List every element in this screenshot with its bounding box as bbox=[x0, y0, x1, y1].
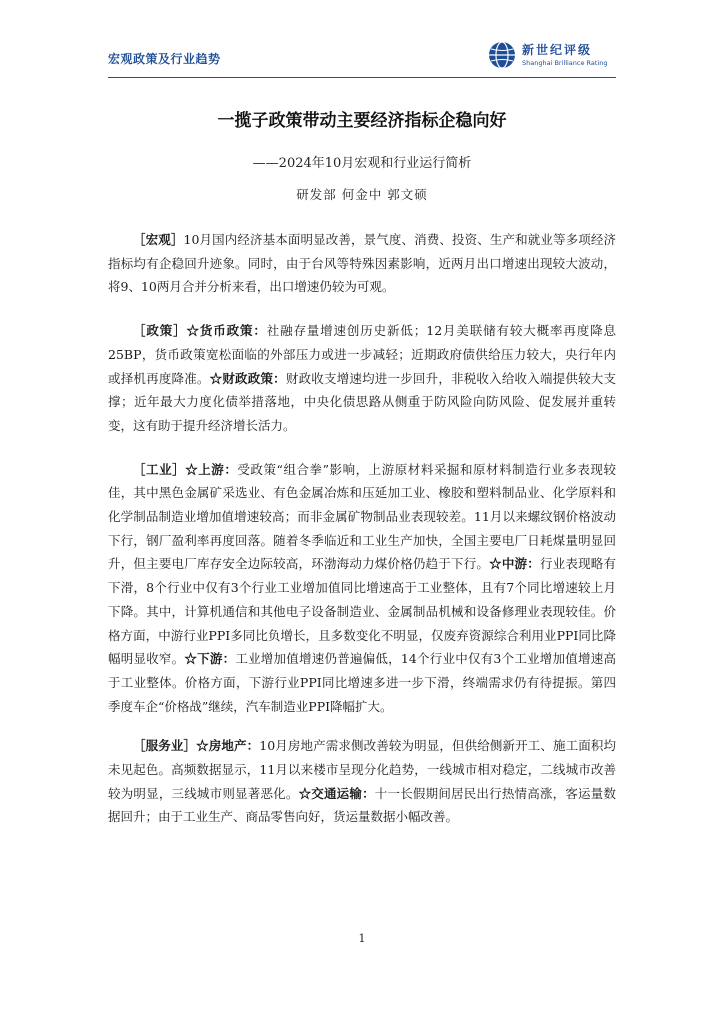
fiscal-policy-text: 财政收支增速均进一步回升，非税收入给收入端提供较大支撑；近年最大力度化债举措落地，中央化债思路从侧重于防风险向防风险、促发展并重转变，这有助于提升经济增长活力。 bbox=[108, 370, 616, 433]
upstream-text: 受政策“组合拳”影响，上游原材料采掘和原材料制造行业多表现较佳，其中黑色金属矿采选业、有色金属冶炼和压延加工业、橡胶和塑料制品业、化学原料和化学制品制造业增加值增速较高；而非金属矿物制品业表现较差。11月以来螺纹钢价格波动下行，钢厂盈利率再度回落。随着冬季临近和工业生产加快，全国主要电厂日耗煤量明显回升，但主要电厂库存安全边际较高，环渤海动力煤价格仍趋于下行。 bbox=[108, 461, 616, 572]
policy-tag: ［政策］ bbox=[133, 323, 187, 339]
services-tag: ［服务业］ bbox=[133, 738, 197, 754]
policy-paragraph bbox=[108, 319, 616, 438]
page-number: 1 bbox=[358, 932, 366, 945]
services-paragraph bbox=[108, 734, 616, 829]
real-estate-label: ☆房地产： bbox=[196, 738, 260, 754]
header-divider bbox=[108, 77, 616, 78]
monetary-policy-text: 社融存量增速创历史新低；12月美联储有较大概率再度降息25BP，货币政策宽松面临的外部压力或进一步减轻；近期政府债供给压力较大，央行年内或择机再度降准。 bbox=[108, 323, 616, 386]
brand-logo bbox=[488, 40, 616, 72]
document-authors: 研发部 何金中 郭文硕 bbox=[296, 187, 428, 202]
downstream-label: ☆下游： bbox=[184, 651, 236, 667]
industry-tag: ［工业］ bbox=[133, 461, 186, 477]
downstream-text: 工业增加值增速仍普遍偏低，14个行业中仅有3个工业增加值增速高于工业整体。价格方面，下游行业PPI同比增速多进一步下滑，终端需求仍有待提振。第四季度车企“价格战”继续，汽车制造业PPI降幅扩大。 bbox=[108, 651, 616, 714]
real-estate-text: 10月房地产需求侧改善较为明显，但供给侧新开工、施工面积均未见起色。高频数据显示，11月以来楼市呈现分化趋势，一线城市相对稳定，二线城市改善较为明显，三线城市则显著恶化。 bbox=[108, 738, 616, 801]
macro-tag: ［宏观］ bbox=[133, 232, 184, 247]
transport-label: ☆交通运输： bbox=[298, 785, 375, 801]
monetary-policy-label: ☆货币政策： bbox=[186, 323, 267, 339]
fiscal-policy-label: ☆财政政策： bbox=[209, 370, 286, 386]
industry-paragraph bbox=[108, 458, 616, 719]
upstream-label: ☆上游： bbox=[185, 461, 238, 477]
macro-paragraph bbox=[108, 228, 616, 299]
globe-logo-icon bbox=[488, 41, 516, 69]
transport-text: 十一长假期间居民出行热情高涨，客运量数据回升；由于工业生产、商品零售向好，货运量数据小幅改善。 bbox=[108, 785, 616, 825]
page-header bbox=[108, 36, 616, 76]
document-body bbox=[108, 228, 616, 849]
logo-chinese-name: 新世纪评级 bbox=[522, 43, 593, 57]
header-title: 宏观政策及行业趋势 bbox=[108, 52, 221, 66]
document-subtitle: ——2024年10月宏观和行业运行简析 bbox=[252, 156, 472, 171]
document-title: 一揽子政策带动主要经济指标企稳向好 bbox=[217, 111, 507, 131]
macro-text: 10月国内经济基本面明显改善，景气度、消费、投资、生产和就业等多项经济指标均有企稳回升迹象。同时，由于台风等特殊因素影响，近两月出口增速出现较大波动，将9、10两月合并分析来看，出口增速仍较为可观。 bbox=[108, 232, 616, 295]
midstream-text: 行业表现略有下滑，8个行业中仅有3个行业工业增加值同比增速高于工业整体，且有7个同比增速较上月下降。其中，计算机通信和其他电子设备制造业、金属制品机械和设备修理业表现较佳。价格方面，中游行业PPI多同比负增长，且多数变化不明显，仅废弃资源综合利用业PPI同比降幅明显收窄。 bbox=[108, 556, 616, 667]
logo-english-name: Shanghai Brilliance Rating bbox=[522, 59, 608, 67]
midstream-label: ☆中游： bbox=[489, 556, 540, 572]
